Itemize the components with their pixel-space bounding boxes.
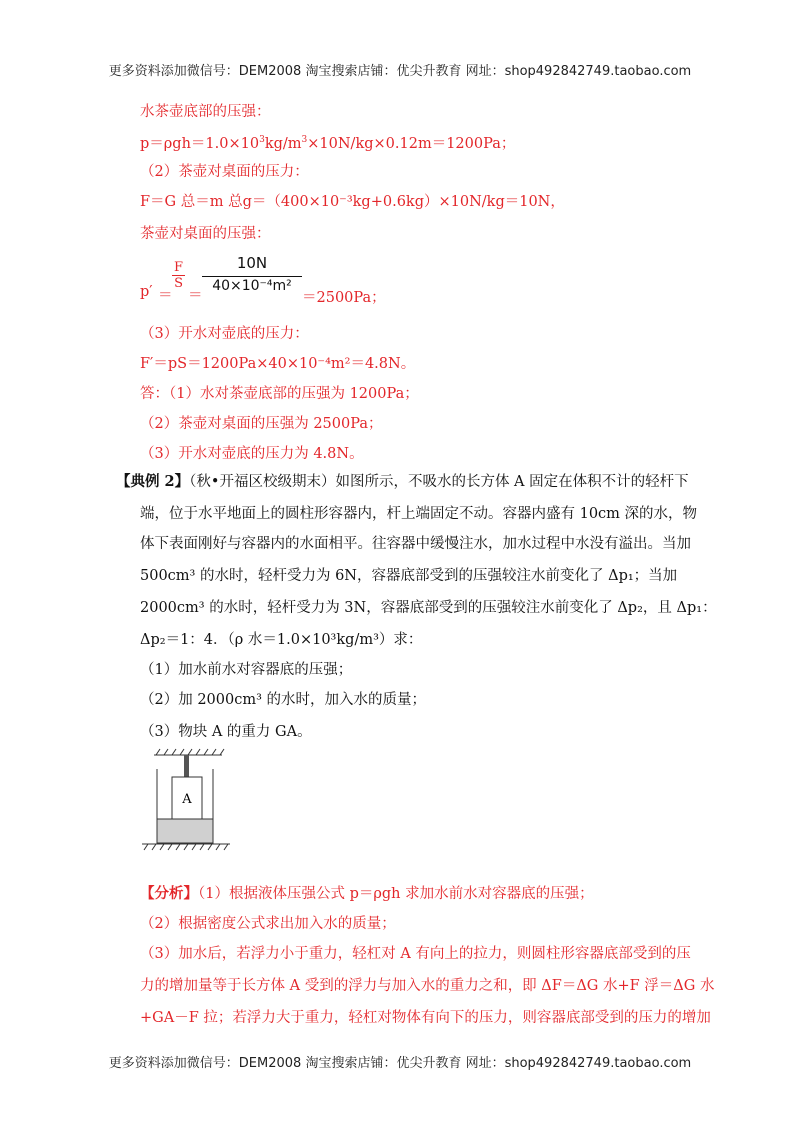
formula-p-prime: p′ <box>140 284 153 300</box>
page-footer: 更多资料添加微信号：DEM2008 淘宝搜索店铺：优尖升教育 网址：shop492842749.taobao.com <box>108 1056 692 1071</box>
ground-hatch <box>142 844 230 850</box>
example-line-5: 2000cm³ 的水时，轻杆受力为 3N，容器底部受到的压强较注水前变化了 Δp₂，且 Δp₁： <box>140 600 717 616</box>
ceiling-hatch <box>154 749 224 755</box>
fraction-bar <box>202 276 302 277</box>
formula-part: ×10N/kg×0.12m＝1200Pa； <box>307 136 516 152</box>
formula-sup: 3 <box>259 135 265 146</box>
analysis-line-2: （2）根据密度公式求出加入水的质量； <box>140 916 396 932</box>
light-rod <box>184 755 189 777</box>
analysis-tag: 【分析】 <box>140 885 198 902</box>
solution-line-8: F′＝pS＝1200Pa×40×10⁻⁴m²＝4.8N。 <box>140 356 416 372</box>
analysis-text: （1）根据液体压强公式 p＝ρgh 求加水前水对容器底的压强； <box>198 886 594 902</box>
analysis-line-5: +GA－F 拉；若浮力大于重力，轻杠对物体有向下的压力，则容器底部受到的压力的增加 <box>140 1010 711 1026</box>
formula-part: p＝ρgh＝1.0×10 <box>140 136 260 152</box>
solution-line-4: F＝G 总＝m 总g＝（400×10⁻³kg+0.6kg）×10N/kg＝10N， <box>140 194 565 210</box>
formula-result: ＝2500Pa； <box>302 290 386 306</box>
solution-line-7: （3）开水对壶底的压力： <box>140 326 309 342</box>
question-3: （3）物块 A 的重力 GA。 <box>140 724 312 740</box>
example-tag: 【典例 2】 <box>116 473 190 490</box>
formula-eq: ＝ <box>188 288 203 304</box>
water-layer <box>157 819 213 843</box>
analysis-line-4: 力的增加量等于长方体 A 受到的浮力与加入水的重力之和，即 ΔF＝ΔG 水+F 浮＝ΔG 水 <box>140 978 715 994</box>
answer-line-1: 答：（1）水对茶壶底部的压强为 1200Pa； <box>140 386 419 402</box>
formula-sup: 3 <box>301 135 308 146</box>
fraction-value-denominator: 40×10⁻⁴m² <box>212 278 292 294</box>
answer-line-3: （3）开水对壶底的压力为 4.8N。 <box>140 446 364 462</box>
example-line-4: 500cm³ 的水时，轻杆受力为 6N，容器底部受到的压强较注水前变化了 Δp₁；当加 <box>140 568 678 584</box>
solution-line-2 <box>140 132 515 153</box>
example-line-3: 体下表面刚好与容器内的水面相平。往容器中缓慢注水，加水过程中水没有溢出。当加 <box>140 536 691 552</box>
fraction-value-numerator: 10N <box>236 254 268 272</box>
formula-part: kg/m <box>264 136 302 152</box>
example-line-6: Δp₂＝1：4．（ρ 水＝1.0×10³kg/m³）求： <box>140 632 423 648</box>
block-a-label: A <box>182 792 192 807</box>
formula-eq: ＝ <box>158 288 173 304</box>
solution-line-1: 水茶壶底部的压强： <box>140 104 271 120</box>
analysis-line-3: （3）加水后，若浮力小于重力，轻杠对 A 有向上的拉力，则圆柱形容器底部受到的压 <box>140 946 691 962</box>
example-line-2: 端，位于水平地面上的圆柱形容器内，杆上端固定不动。容器内盛有 10cm 深的水，物 <box>140 506 698 522</box>
question-2: （2）加 2000cm³ 的水时，加入水的质量； <box>140 692 427 708</box>
answer-line-2: （2）茶壶对桌面的压强为 2500Pa； <box>140 416 383 432</box>
fraction-f-over-s <box>172 260 185 291</box>
solution-line-3: （2）茶壶对桌面的压力： <box>140 164 309 180</box>
example-line-1 <box>116 470 689 491</box>
question-1: （1）加水前水对容器底的压强； <box>140 662 353 678</box>
page-header: 更多资料添加微信号：DEM2008 淘宝搜索店铺：优尖升教育 网址：shop492842749.taobao.com <box>108 64 692 79</box>
analysis-line-1 <box>140 882 594 903</box>
container-diagram <box>140 745 240 855</box>
fraction-denominator: S <box>174 276 183 291</box>
fraction-numerator: F <box>174 260 184 275</box>
example-text: （秋•开福区校级期末）如图所示，不吸水的长方体 A 固定在体积不计的轻杆下 <box>189 474 689 490</box>
solution-line-5: 茶壶对桌面的压强： <box>140 226 271 242</box>
